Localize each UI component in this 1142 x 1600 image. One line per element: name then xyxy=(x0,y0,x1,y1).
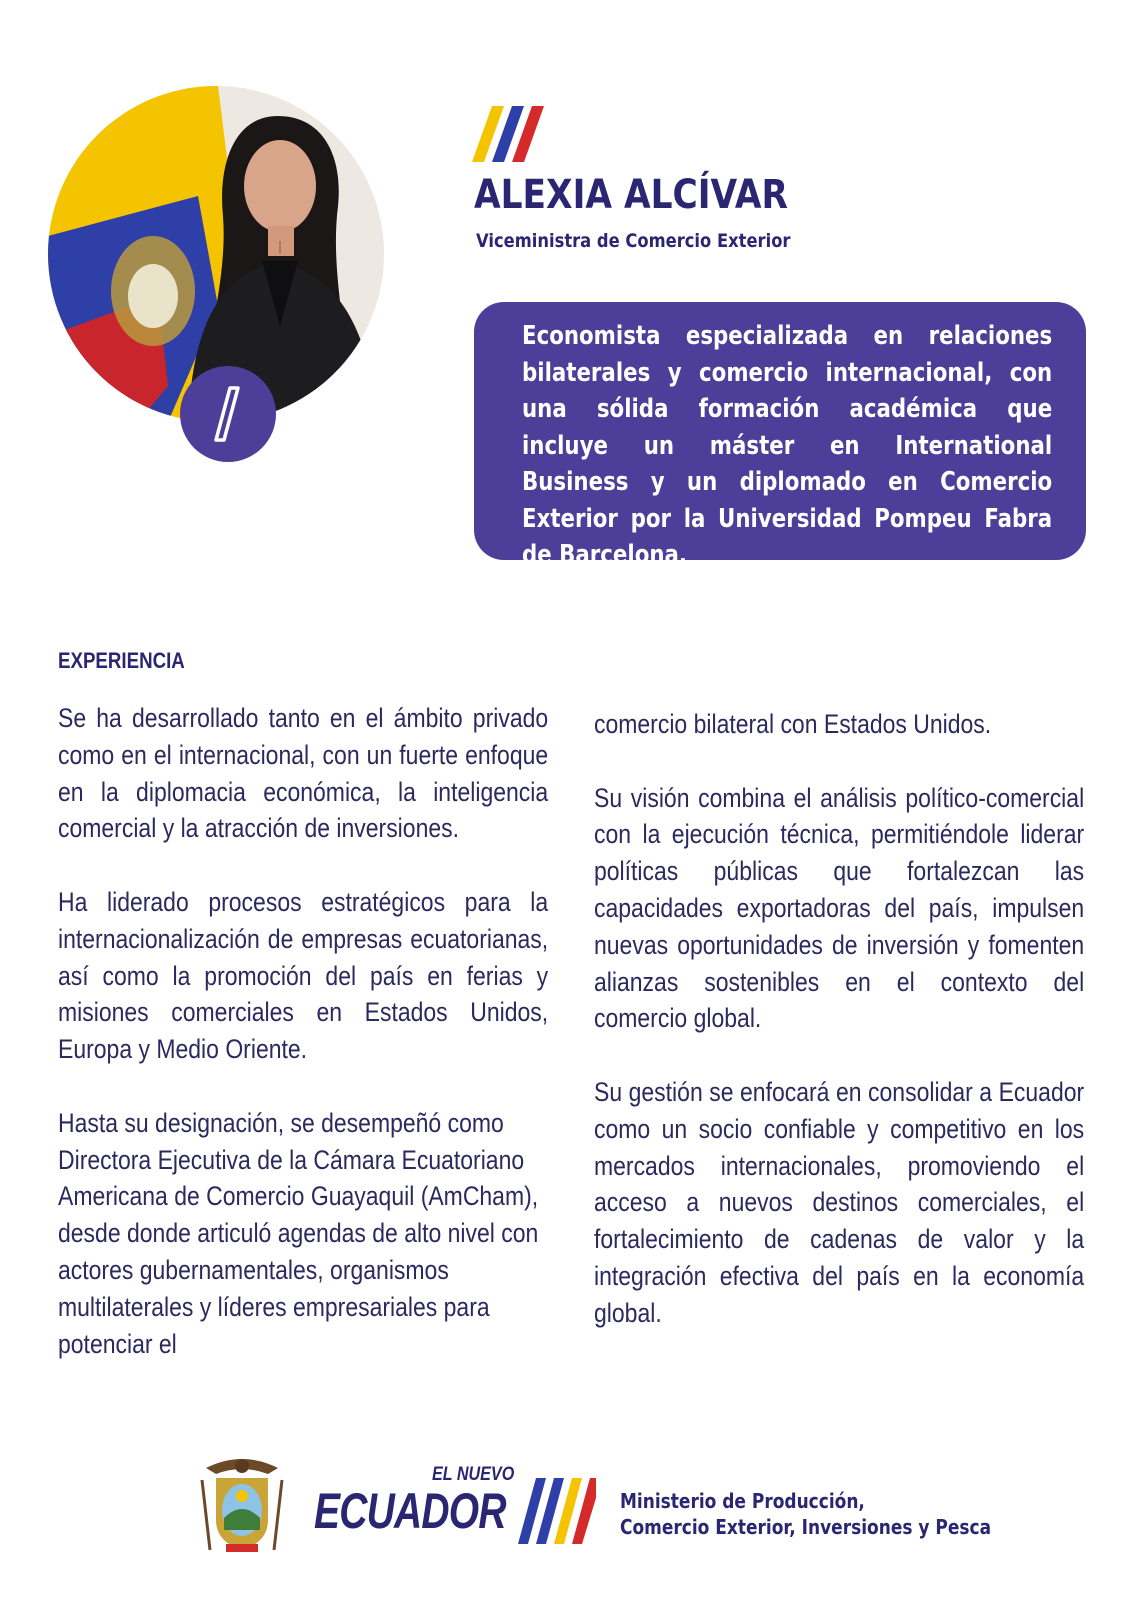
bio-text xyxy=(522,318,1052,574)
flag-stripes-icon xyxy=(472,104,554,166)
experience-paragraph: Ha liderado procesos estratégicos para la internacionalización de empresas ecuatorianas, así como la promoción del país en ferias y misiones comerciales en Estados Unidos, Europa y Medio Oriente. xyxy=(58,886,549,1065)
ministry-name xyxy=(620,1488,991,1540)
experience-paragraph: Hasta su designación, se desempeñó como Directora Ejecutiva de la Cámara Ecuatoriano Americana de Comercio Guayaquil (AmCham), desde donde articuló agendas de alto nivel con actores gubernamentales, organismos multilaterales y líderes empresariales para potenciar el xyxy=(58,1107,539,1359)
logo-top-text: EL NUEVO xyxy=(432,1464,515,1485)
experience-paragraph: comercio bilateral con Estados Unidos. xyxy=(594,709,992,739)
experience-heading: EXPERIENCIA xyxy=(58,648,185,673)
logo-main-text: ECUADOR xyxy=(314,1483,506,1539)
experience-right-column xyxy=(594,706,1084,1332)
person-role: Viceministra de Comercio Exterior xyxy=(476,230,791,252)
slash-badge-icon xyxy=(180,366,276,462)
ministry-line-2: Comercio Exterior, Inversiones y Pesca xyxy=(620,1515,992,1539)
bio-text-content: Economista especializada en relaciones bilaterales y comercio internacional, con una sólida formación académica que incluye un máster en International Business y un diplomado en Comercio Exterior por la Universidad Pompeu Fabra de Barcelona. xyxy=(522,321,1053,570)
ministry-line-1: Ministerio de Producción, xyxy=(620,1489,865,1513)
logo-stripes-icon xyxy=(516,1478,596,1548)
person-name: ALEXIA ALCÍVAR xyxy=(474,172,788,218)
coat-of-arms-icon xyxy=(196,1450,288,1554)
experience-paragraph: Su gestión se enfocará en consolidar a Ecuador como un socio confiable y competitivo en los mercados internacionales, promoviendo el acceso a nuevos destinos comerciales, el fortalecimiento de cadenas de valor y la integración efectiva del país en la economía global. xyxy=(594,1076,1085,1328)
experience-paragraph: Se ha desarrollado tanto en el ámbito privado como en el internacional, con un fuerte enfoque en la diplomacia económica, la inteligencia comercial y la atracción de inversiones. xyxy=(58,703,549,844)
experience-paragraph: Su visión combina el análisis político-comercial con la ejecución técnica, permitiéndole liderar políticas públicas que fortalezcan las capacidades exportadoras del país, impulsen nuevas oportunidades de inversión y fomenten alianzas sostenibles en el contexto del comercio global. xyxy=(594,782,1085,1034)
experience-left-column xyxy=(58,700,548,1362)
bio-box xyxy=(474,302,1086,570)
